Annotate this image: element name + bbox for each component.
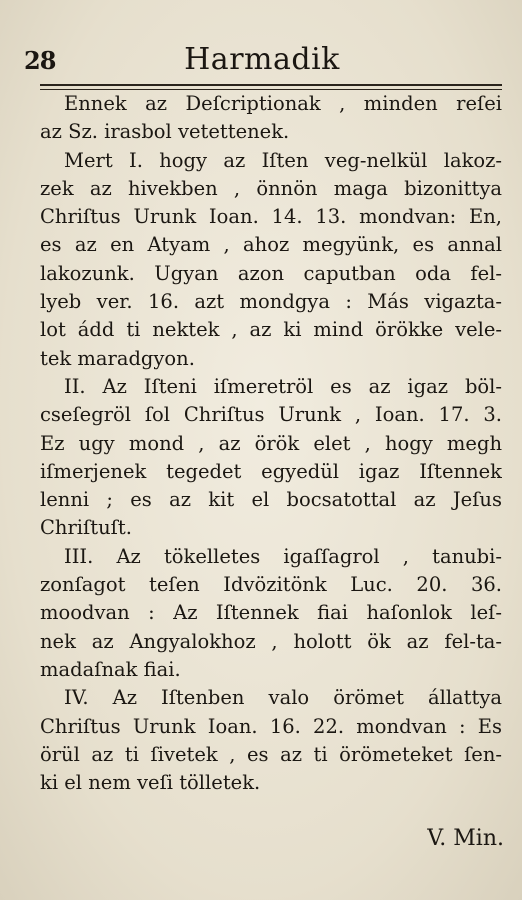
text-line: Mert I. hogy az Iſten veg-nelkül lakoz- — [64, 148, 502, 172]
text-line: ki el nem veſi tölletek. — [40, 771, 261, 795]
text-line: lakozunk. Ugyan azon caputban oda fel- — [40, 261, 502, 285]
text-line: madaſnak fiai. — [40, 657, 181, 681]
body-text — [40, 90, 502, 797]
page-header — [22, 36, 502, 76]
text-line: Chriſtus Urunk Ioan. 16. 22. mondvan : Es — [40, 714, 502, 738]
page-number: 28 — [24, 46, 56, 75]
text-line: cseſegröl ſol Chriſtus Urunk , Ioan. 17. 3. — [40, 403, 502, 427]
text-line: Ez ugy mond , az örök elet , hogy megh — [40, 431, 502, 455]
text-line: Chriſtuſt. — [40, 516, 132, 540]
catchword: V. Min. — [427, 826, 504, 851]
text-line: az Sz. irasbol vetettenek. — [40, 120, 290, 144]
text-line: IV. Az Iſtenben valo örömet állattya — [64, 686, 502, 710]
text-line: Ennek az Deſcriptionak , minden reſei — [64, 92, 502, 115]
text-line: tek maradgyon. — [40, 346, 195, 370]
text-line: nek az Angyalokhoz , holott ök az fel-ta- — [40, 629, 502, 653]
text-line: es az en Atyam , ahoz megyünk, es annal — [40, 233, 502, 257]
text-line: III. Az tökelletes igaſſagrol , tanubi- — [64, 544, 502, 568]
text-line: lot ádd ti nektek , az ki mind örökke vele- — [40, 318, 502, 342]
text-line: lyeb ver. 16. azt mondgya : Más vigazta- — [40, 290, 502, 314]
header-rule — [40, 84, 502, 86]
text-line: zonſagot teſen Idvözitönk Luc. 20. 36. — [40, 573, 502, 597]
running-title: Harmadik — [184, 42, 340, 77]
text-line: iſmerjenek tegedet egyedül igaz Iſtennek — [40, 459, 502, 483]
text-line: zek az hivekben , önnön maga bizonittya — [40, 176, 502, 200]
text-line: örül az ti ſivetek , es az ti örömeteket ſen- — [40, 742, 502, 766]
text-line: lenni ; es az kit el bocsatottal az Jeſus — [40, 488, 502, 512]
text-line: II. Az Iſteni iſmeretröl es az igaz böl- — [64, 374, 502, 398]
text-line: Chriſtus Urunk Ioan. 14. 13. mondvan: En, — [40, 205, 502, 229]
text-line: moodvan : Az Iſtennek fiai haſonlok leſ- — [40, 601, 502, 625]
